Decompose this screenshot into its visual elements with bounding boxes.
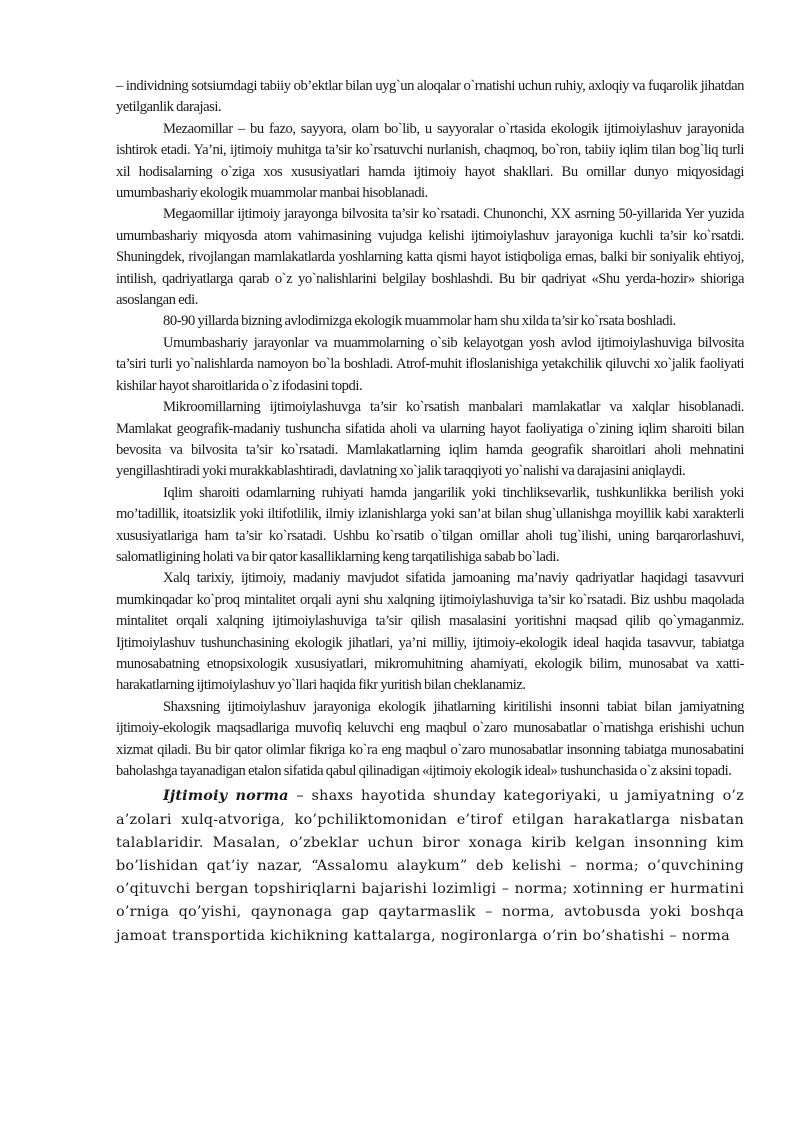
- paragraph-iqlim-sharoiti: Iqlim sharoiti odamlarning ruhiyati hamda jangarilik yoki tinchliksevarlik, tushkunlikka berilish yoki mo’tadillik, itoatsizlik yoki iltifotlilik, ilmiy izlanishlarga yoki san’at bilan shug`ullanishga moyillik kabi xarakterli xususiyatlariga ham ta’sir ko`rsatadi. Ushbu ko`rsatib o`tilgan omillar aholi tug`ilishi, uning barqarorlashuvi, salomatligining holati va bir qator kasalliklarning keng tarqatilishiga sabab bo`ladi.: [116, 484, 744, 565]
- paragraph-ijtimoiy-norma: [116, 784, 744, 947]
- paragraph-80-90-years: 80-90 yillarda bizning avlodimizga ekologik muammolar ham shu xilda ta’sir ko`rsata boshladi.: [163, 313, 676, 330]
- paragraph-umumbashariy: Umumbashariy jarayonlar va muammolarning o`sib kelayotgan yosh avlod ijtimoiylashuviga bilvosita ta’siri turli yo`nalishlarda namoyon bo`la boshladi. Atrof-muhit ifloslanishiga yetakchilik qiluvchi xo`jalik faoliyati kishilar hayot sharoitlarida o`z ifodasini topdi.: [116, 334, 744, 394]
- term-ijtimoiy-norma: Ijtimoiy norma: [163, 787, 289, 805]
- document-page: [116, 76, 744, 948]
- paragraph-megaomillar: Megaomillar ijtimoiy jarayonga bilvosita ta’sir ko`rsatadi. Chunonchi, XX asrning 50-yillarida Yer yuzida umumbashariy miqyosda atom vahimasining vujudga kelishi ijtimoiylashuv jarayoniga kuchli ta’sir ko`rsatdi. Shuningdek, rivojlangan mamlakatlarda yoshlarning katta qismi hayot istiqboliga emas, balki bir soniyalik ehtiyoj, intilish, qadriyatlarga qarab o`z yo`nalishlarini belgilay boshlashdi. Bu bir qadriyat «Shu yerda-hozir» shioriga asoslangan edi.: [116, 206, 744, 309]
- paragraph-mikroomillar: Mikroomillarning ijtimoiylashuvga ta’sir ko`rsatish manbalari mamlakatlar va xalqlar hisoblanadi. Mamlakat geografik-madaniy tushuncha sifatida aholi va ularning hayot faoliyatiga o`zining iqlim sharoiti bilan bevosita va bilvosita ta’sir ko`rsatadi. Mamlakatlarning iqlim hamda geografik sharoitlari aholi mehnatini yengillashtiradi yoki murakkablashtiradi, davlatning xo`jalik taraqqiyoti yo`nalishi va darajasini aniqlaydi.: [116, 399, 744, 480]
- paragraph-xalq: Xalq tarixiy, ijtimoiy, madaniy mavjudot sifatida jamoaning ma’naviy qadriyatlar haqidagi tasavvuri mumkinqadar ko`proq mintalitet orqali ayni shu xalqning ijtimoiylashuviga ta’sir ko`rsatadi. Biz ushbu maqolada mintalitet orqali xalqning ijtimoiylashuviga ta’sir qilish masalasini yoritishni maqsad qilib qo`ymaganmiz. Ijtimoiylashuv tushunchasining ekologik jihatlari, ya’ni milliy, ijtimoiy-ekologik ideal haqida tasavvur, tabiatga munosabatning etnopsixologik xususiyatlari, mikromuhitning ahamiyati, ekologik bilim, munosabat va xatti-harakatlarning ijtimoiylashuv yo`llari haqida fikr yuritish bilan cheklanamiz.: [116, 570, 744, 694]
- paragraph-shaxsning: Shaxsning ijtimoiylashuv jarayoniga ekologik jihatlarning kiritilishi insonni tabiat bilan jamiyatning ijtimoiy-ekologik maqsadlariga muvofiq keluvchi eng maqbul o`zaro munosabatlar o`rnatishga erishishi uchun xizmat qiladi. Bu bir qator olimlar fikriga ko`ra eng maqbul o`zaro munosabatlar insonning tabiatga munosabatini baholashga tayanadigan etalon sifatida qabul qilinadigan «ijtimoiy ekologik ideal» tushunchasida o`z aksini topadi.: [116, 698, 744, 779]
- paragraph-continuation: – individning sotsiumdagi tabiiy ob’ektlar bilan uyg`un aloqalar o`rnatishi uchun ruhiy, axloqiy va fuqarolik jihatdan yetilganlik darajasi.: [116, 78, 744, 116]
- definition-ijtimoiy-norma: – shaxs hayotida shunday kategoriyaki, u jamiyatning o’z a’zolari xulq-atvoriga, ko’pchiliktomonidan e’tirof etilgan harakatlarga nisbatan talablaridir. Masalan, o’zbeklar uchun biror xonaga kirib kelgan insonning kim bo’lishidan qat’iy nazar, “Assalomu alaykum” deb kelishi – norma; o’quvchining o’qituvchi bergan topshiriqlarni bajarishi lozimligi – norma; xotinning er hurmatini o’rniga qo’yishi, qaynonaga gap qaytarmaslik – norma, avtobusda yoki boshqa jamoat transportida kichikning kattalarga, nogironlarga o’rin bo’shatishi – norma: [116, 788, 744, 944]
- paragraph-mezaomillar: Mezaomillar – bu fazo, sayyora, olam bo`lib, u sayyoralar o`rtasida ekologik ijtimoiylashuv jarayonida ishtirok etadi. Ya’ni, ijtimoiy muhitga ta’sir ko`rsatuvchi nurlanish, chaqmoq, bo`ron, tabiiy iqlim tilan bog`liq turli xil hodisalarning o`ziga xos xususiyatlari hamda ijtimoiy hayot shakllari. Bu omillar dunyo miqyosidagi umumbashariy ekologik muammolar manbai hisoblanadi.: [116, 120, 744, 202]
